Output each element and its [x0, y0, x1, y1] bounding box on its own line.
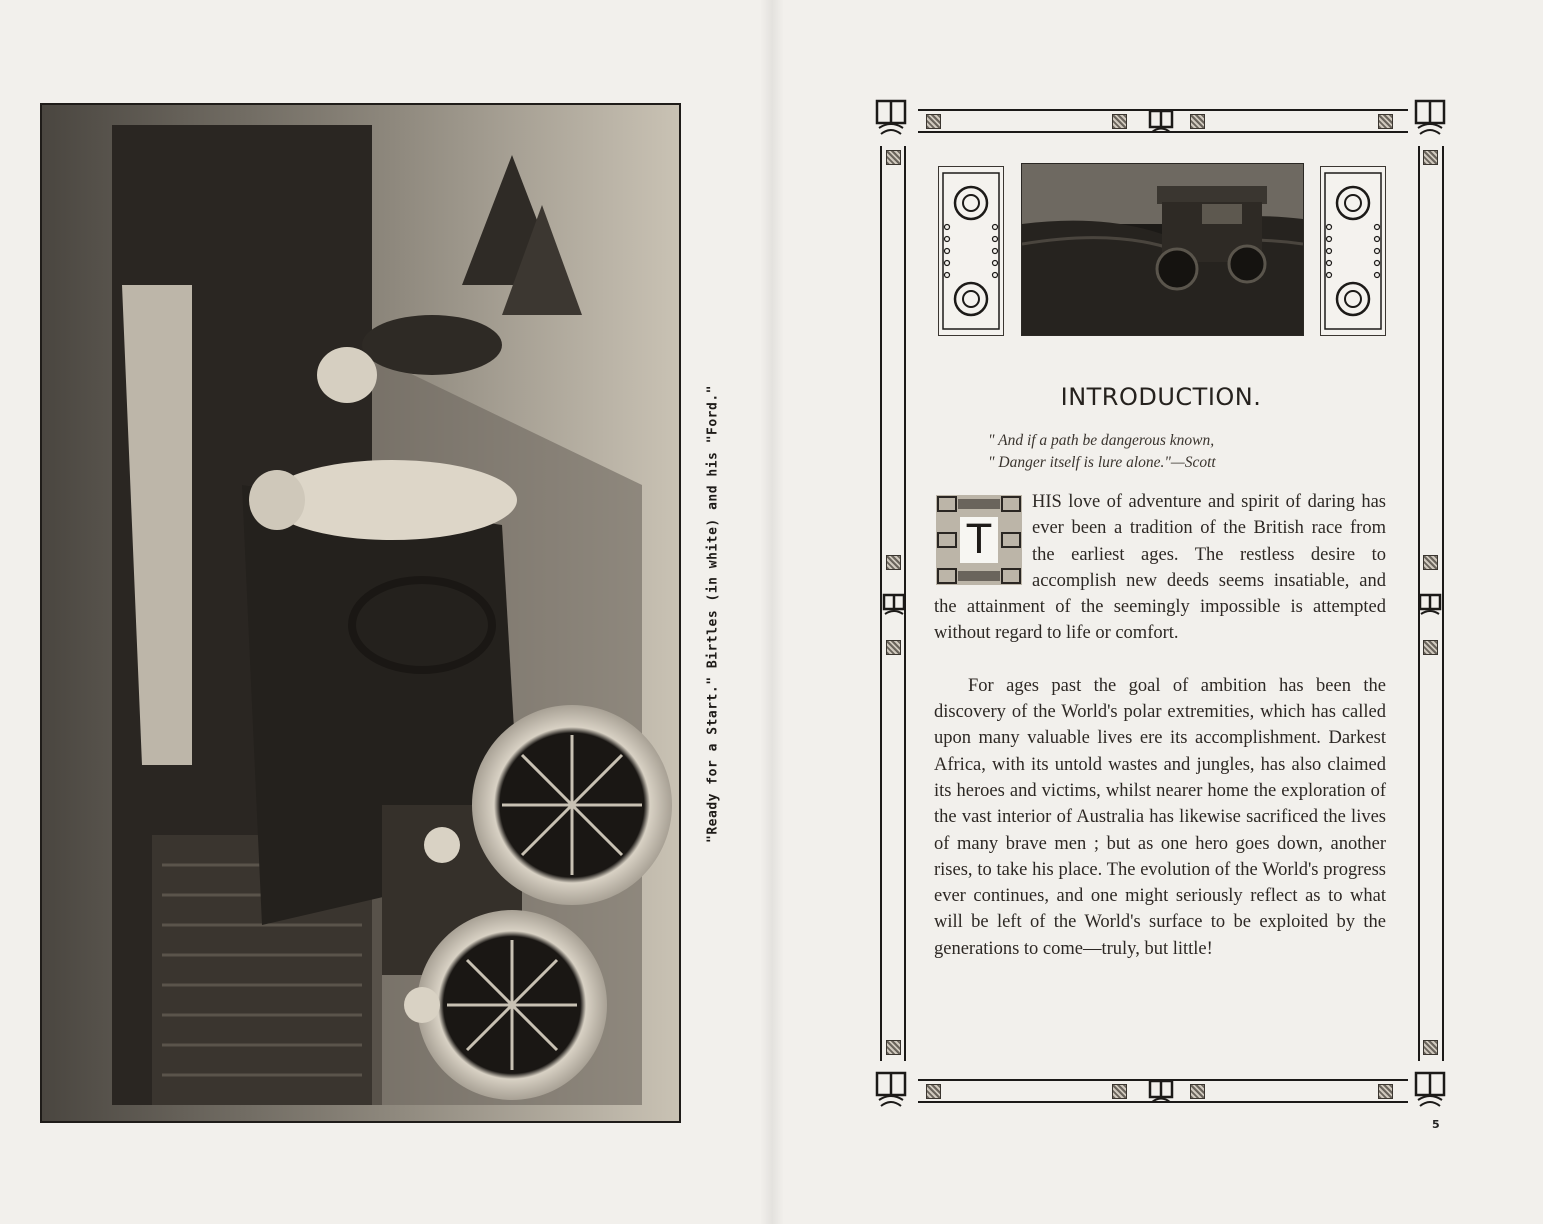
epigraph-line-2: " Danger itself is lure alone."—Scott — [988, 454, 1216, 471]
corner-book-ornament — [1412, 1070, 1448, 1110]
rose-ornament-panel-right — [1320, 166, 1386, 336]
epigraph-line-1: " And if a path be dangerous known, — [988, 432, 1215, 449]
ornament-tile — [1190, 1084, 1205, 1099]
small-car-photograph — [1021, 163, 1304, 336]
photo-caption — [702, 104, 724, 1124]
photo-caption-text: "Ready for a Start." Birtles (in white) and his "Ford." — [705, 385, 721, 843]
drop-cap-ornament — [934, 493, 1024, 587]
chapter-title: INTRODUCTION. — [1060, 383, 1262, 411]
ornament-tile — [1112, 1084, 1127, 1099]
corner-book-ornament — [1412, 98, 1448, 138]
corner-book-ornament — [873, 98, 909, 138]
ornament-tile — [1378, 114, 1393, 129]
corner-book-ornament — [873, 1070, 909, 1110]
book-ornament-top-center — [1146, 106, 1176, 136]
rose-ornament-panel-left — [938, 166, 1004, 336]
ornament-tile — [1423, 555, 1438, 570]
ornament-tile — [1423, 150, 1438, 165]
paragraph-2: For ages past the goal of ambition has been the discovery of the World's polar extremities, which has called upon many valuable lives ere its accomplishment. Darkest Africa, with its untold wastes and jungles, has also claimed its heroes and victims, whilst nearer home the exploration of the vast interior of Australia has likewise sacrificed the lives of many brave men ; but as one hero goes down, another rises, to take his place. The evolution of the World's progress ever continues, and one might seriously reflect as to what will be left of the World's surface to be exploited by the generations to come—truly, but little! — [934, 675, 1386, 959]
epigraph — [980, 430, 1340, 474]
drop-cap-letter: T — [960, 517, 998, 563]
book-fold-shadow — [760, 0, 784, 1224]
book-ornament-right-middle — [1416, 590, 1444, 618]
car-photograph — [40, 103, 681, 1123]
ornament-tile — [1112, 114, 1127, 129]
ornament-tile — [886, 1040, 901, 1055]
ornament-tile — [1423, 1040, 1438, 1055]
book-ornament-bottom-center — [1146, 1076, 1176, 1106]
ornament-tile — [886, 150, 901, 165]
ornament-tile — [1423, 640, 1438, 655]
ornament-tile — [1378, 1084, 1393, 1099]
ornament-tile — [886, 640, 901, 655]
book-ornament-left-middle — [880, 590, 908, 618]
ornament-tile — [926, 114, 941, 129]
page-number: 5 — [1432, 1118, 1440, 1131]
paragraph-1-text: HIS love of adventure and spirit of daring has ever been a tradition of the British race from the earliest ages. The restless desire to accomplish new deeds seems insatiable, and the attainment of the seemingly impossible is attempted without regard to life or comfort. — [934, 492, 1386, 644]
body-text — [934, 489, 1386, 962]
paragraph-1 — [934, 489, 1386, 647]
ornament-tile — [1190, 114, 1205, 129]
ornament-tile — [886, 555, 901, 570]
ornament-tile — [926, 1084, 941, 1099]
